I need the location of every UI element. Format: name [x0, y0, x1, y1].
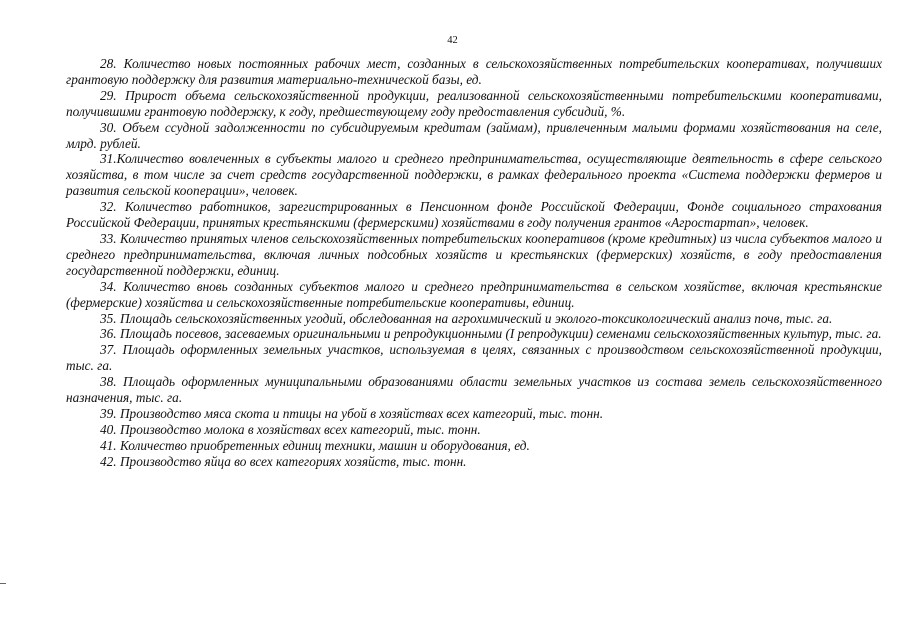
list-item-35: 35. Площадь сельскохозяйственных угодий, обследованная на агрохимический и эколого-токсикологический анализ почв, тыс. га.: [100, 310, 833, 326]
list-item-34: 34. Количество вновь созданных субъектов малого и среднего предпринимательства в сельском хозяйстве, включая крестьянские (фермерские) хозяйства и сельскохозяйственные потребительские кооперативы, единиц.: [66, 278, 882, 310]
list-item-31: 31.Количество вовлеченных в субъекты малого и среднего предпринимательства, осуществляющие деятельность в сфере сельского хозяйства, в том числе за счет средств государственной поддержки, в рамках федерального проекта «Система поддержки фермеров и развития сельской кооперации», человек.: [66, 151, 882, 199]
list-item-30: 30. Объем ссудной задолженности по субсидируемым кредитам (займам), привлеченным малыми формами хозяйствования на селе, млрд. рублей.: [66, 119, 882, 151]
list-item-29: 29. Прирост объема сельскохозяйственной продукции, реализованной сельскохозяйственными потребительскими кооперативами, получившими грантовую поддержку, к году, предшествующему году предоставления субсидий, %.: [66, 87, 882, 119]
list-item-39: 39. Производство мяса скота и птицы на убой в хозяйствах всех категорий, тыс. тонн.: [100, 405, 604, 421]
page-edge-mark: [0, 583, 6, 584]
list-item-28: 28. Количество новых постоянных рабочих мест, созданных в сельскохозяйственных потребительских кооперативах, получивших грантовую поддержку для развития материально-технической базы, ед.: [66, 56, 882, 87]
list-item-37: 37. Площадь оформленных земельных участков, используемая в целях, связанных с производством сельскохозяйственной продукции, тыс. га.: [66, 342, 882, 374]
list-item-41: 41. Количество приобретенных единиц техники, машин и оборудования, ед.: [100, 437, 530, 453]
list-item-40: 40. Производство молока в хозяйствах всех категорий, тыс. тонн.: [100, 421, 481, 437]
list-item-42: 42. Производство яйца во всех категориях хозяйств, тыс. тонн.: [100, 453, 467, 469]
list-item-32: 32. Количество работников, зарегистрированных в Пенсионном фонде Российской Федерации, Фонде социального страхования Российской Федерации, принятых крестьянскими (фермерскими) хозяйствами в году получения грантов «Агростартап», человек.: [66, 199, 882, 231]
list-item-36: 36. Площадь посевов, засеваемых оригинальными и репродукционными (I репродукции) семенами сельскохозяйственных культур, тыс. га.: [100, 326, 882, 342]
page-number: 42: [447, 35, 458, 46]
indicator-list: [66, 56, 882, 470]
list-item-33: 33. Количество принятых членов сельскохозяйственных потребительских кооперативов (кроме кредитных) из числа субъектов малого и среднего предпринимательства, включая личных подсобных хозяйств и крестьянских (фермерских) хозяйств, в году предоставления государственной поддержки, единиц.: [66, 230, 882, 278]
list-item-38: 38. Площадь оформленных муниципальными образованиями области земельных участков из состава земель сельскохозяйственного назначения, тыс. га.: [66, 374, 882, 406]
